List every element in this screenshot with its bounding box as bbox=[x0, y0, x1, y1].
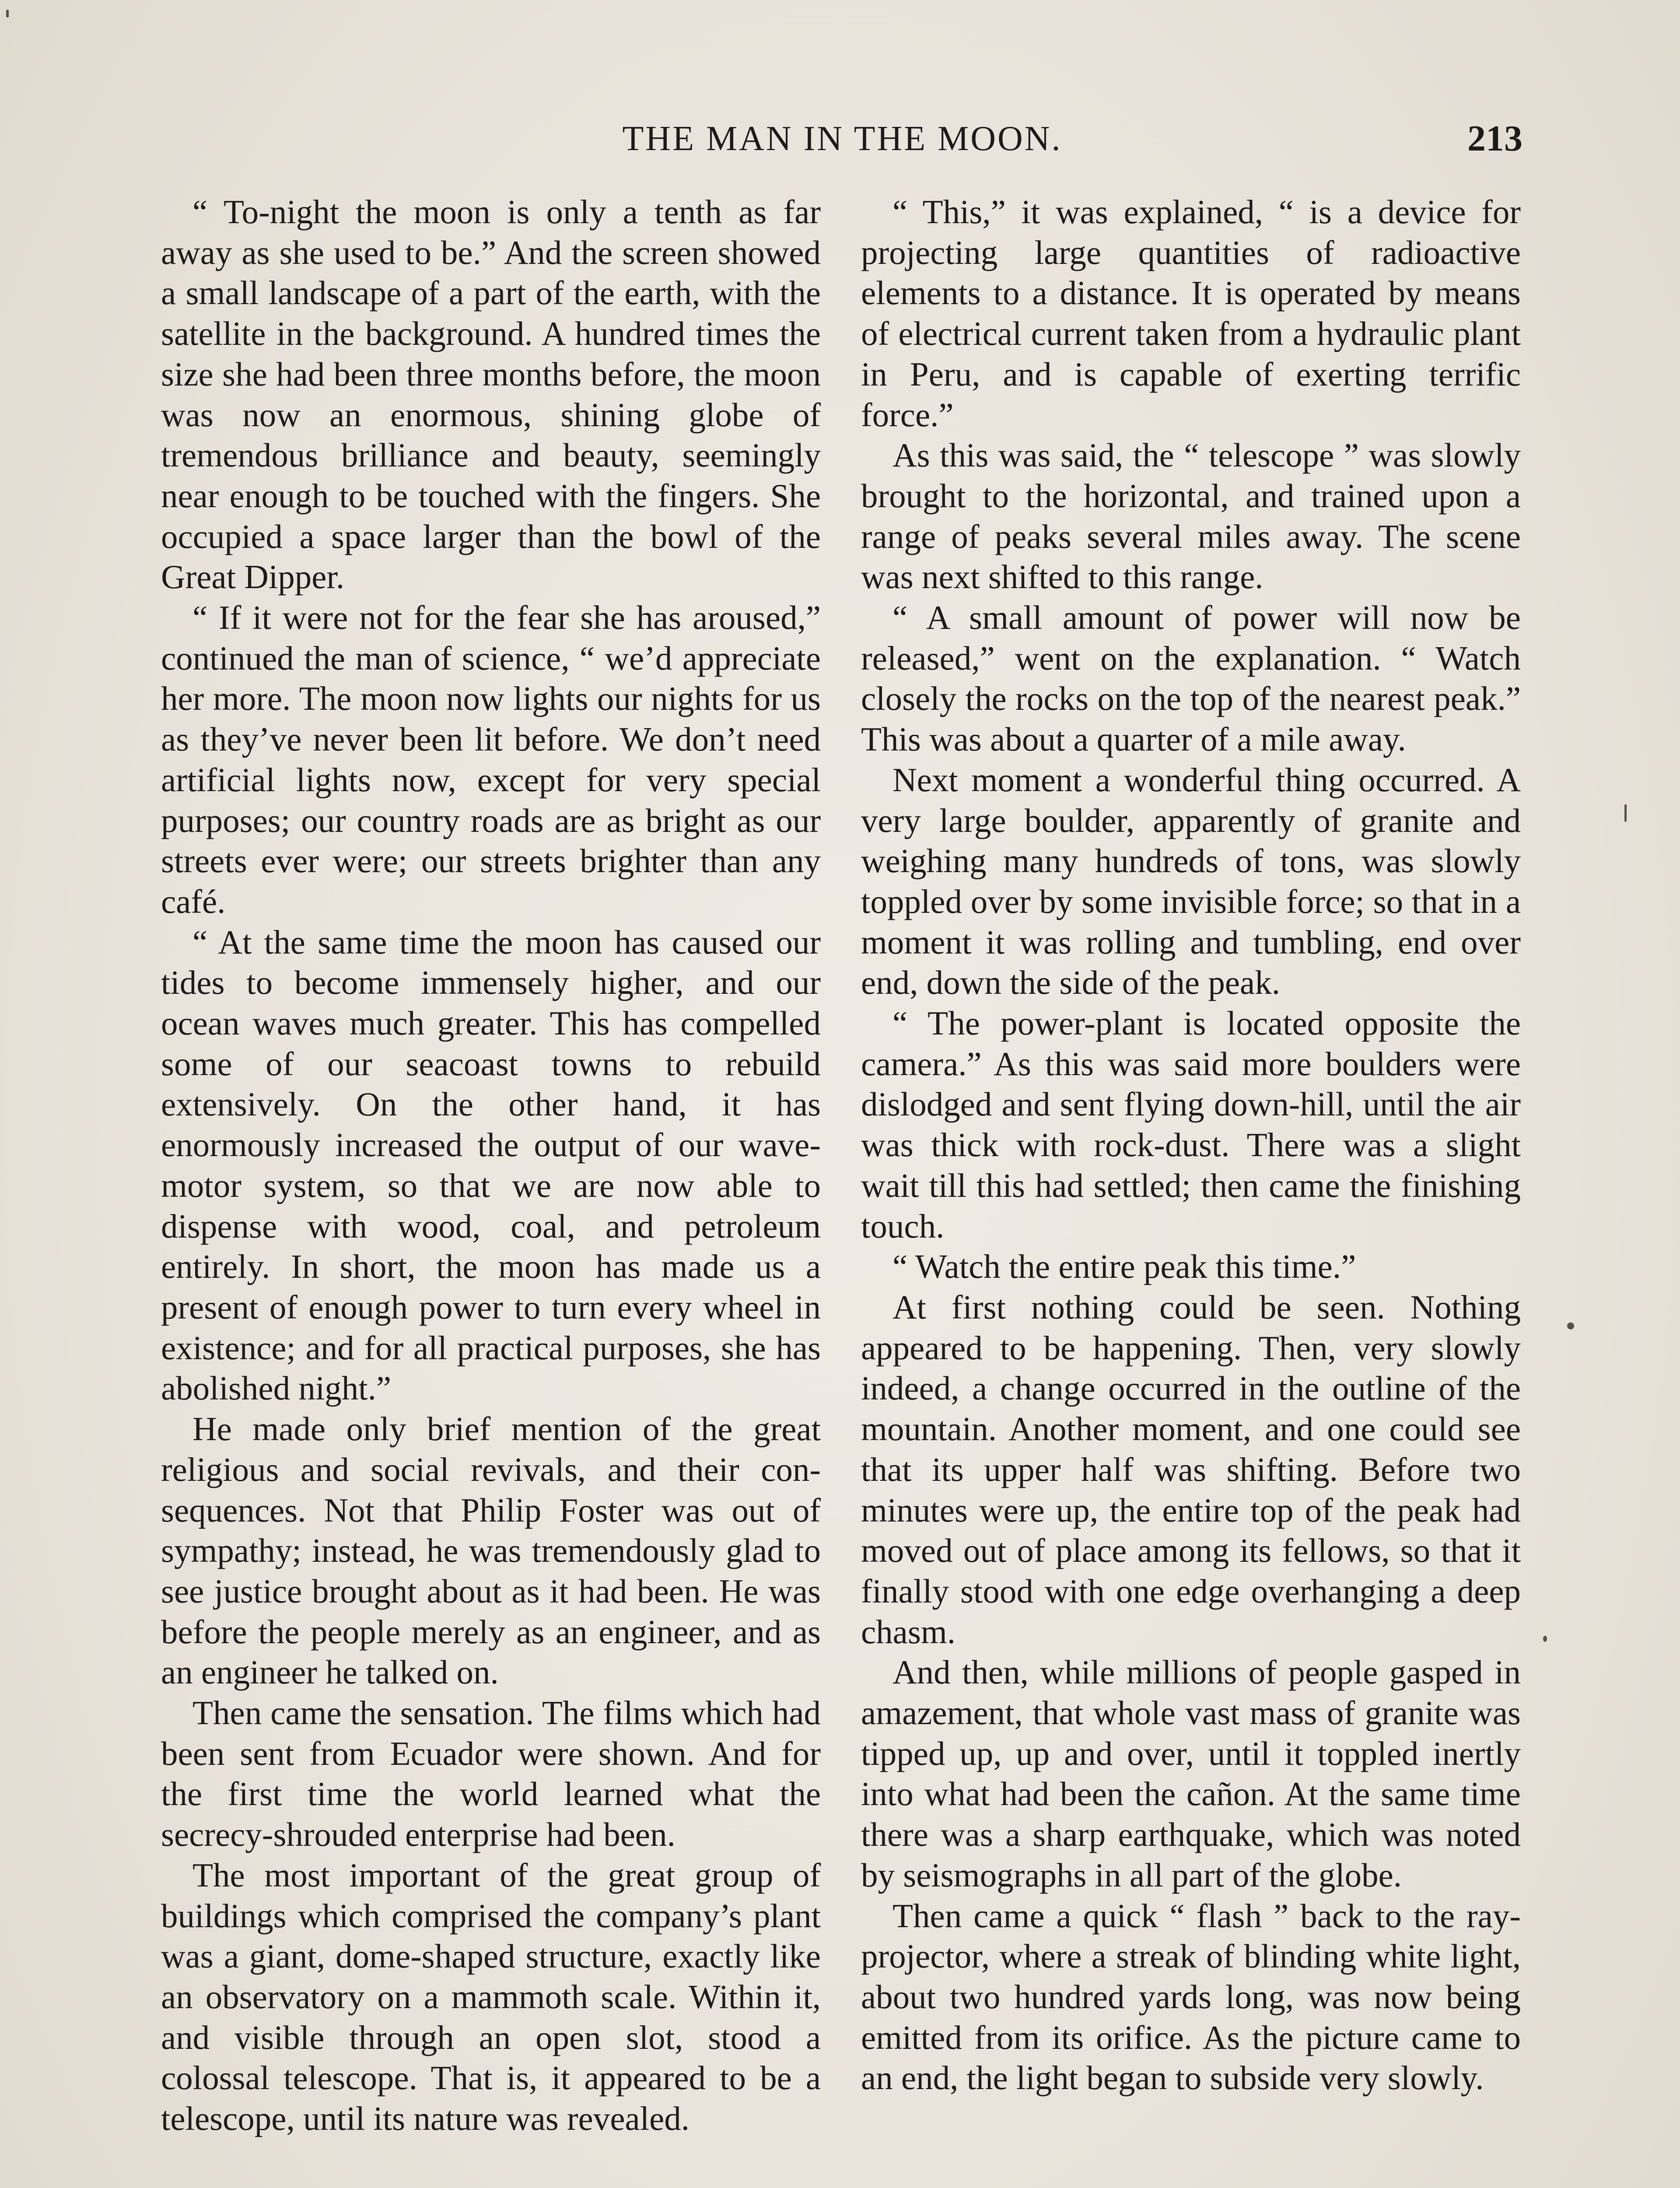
page-number: 213 bbox=[1467, 118, 1522, 159]
running-title: THE MAN IN THE MOON. bbox=[622, 119, 1062, 158]
paragraph: Then came the sensation. The films which had been sent from Ecuador were shown. And for the first time the world learned what the secrecy-shrouded enterprise had been. bbox=[161, 1694, 821, 1854]
paragraph: As this was said, the “ telescope ” was slowly brought to the horizontal, and trained upon a range of peaks several miles away. The scene was next shifted to this range. bbox=[861, 436, 1521, 596]
paragraph: The most important of the great group of buildings which comprised the company’s plant was a giant, dome-shaped structure, exactly like an observatory on a mammoth scale. Within it, and visible through an open slot, stood a colossal telescope. That is, it appeared to be a telescope, until its nature was revealed. bbox=[161, 1856, 821, 2138]
paragraph: “ This,” it was explained, “ is a device for projecting large quantities of radioactive elements to a distance. It is operated by means of electrical current taken from a hydraulic plant in Peru, and is capable of exerting terrific force.” bbox=[861, 193, 1521, 434]
paragraph: “ To-night the moon is only a tenth as far away as she used to be.” And the screen showed a small landscape of a part of the earth, with the satellite in the background. A hundred times the size she had been three months before, the moon was now an enormous, shining globe of tremendous brilliance and beauty, seemingly near enough to be touched with the fingers. She occupied a space larger than the bowl of the Great Dipper. bbox=[161, 193, 821, 596]
paragraph: “ The power-plant is located opposite the camera.” As this was said more boulders were dislodged and sent flying down-hill, until the air was thick with rock-dust. There was a slight wait till this had settled; then came the finishing touch. bbox=[861, 1004, 1521, 1245]
paper-speck bbox=[1543, 1636, 1547, 1642]
right-text-column bbox=[861, 192, 1521, 2098]
paragraph: Next moment a wonderful thing occurred. A very large boulder, apparently of granite and weighing many hundreds of tons, was slowly toppled over by some invisible force; so that in a moment it was rolling and tumbling, end over end, down the side of the peak. bbox=[861, 761, 1521, 1002]
paper-speck bbox=[6, 10, 9, 18]
paragraph: At first nothing could be seen. Nothing appeared to be happening. Then, very slowly indeed, a change occurred in the outline of the mountain. Another moment, and one could see that its upper half was shifting. Before two minutes were up, the entire top of the peak had moved out of place among its fellows, so that it finally stood with one edge overhanging a deep chasm. bbox=[861, 1288, 1521, 1651]
left-text-column bbox=[161, 192, 821, 2139]
paragraph: “ If it were not for the fear she has aroused,” continued the man of science, “ we’d appreciate her more. The moon now lights our nights for us as they’ve never been lit before. We don’t need artificial lights now, except for very special purposes; our country roads are as bright as our streets ever were; our streets brighter than any café. bbox=[161, 599, 821, 920]
paragraph: Then came a quick “ flash ” back to the ray-projector, where a streak of blinding white light, about two hundred yards long, was now being emitted from its orifice. As the picture came to an end, the light began to subside very slowly. bbox=[861, 1897, 1521, 2097]
paper-speck bbox=[1567, 1322, 1574, 1329]
paragraph: “ Watch the entire peak this time.” bbox=[892, 1248, 1356, 1286]
paragraph: He made only brief mention of the great religious and social revivals, and their consequences. Not that Philip Foster was out of sympathy; instead, he was tremendously glad to see justice brought about as it had been. He was before the people merely as an engineer, and as an engineer he talked on. bbox=[161, 1410, 821, 1691]
paragraph: And then, while millions of people gasped in amazement, that whole vast mass of granite was tipped up, up and over, until it toppled inertly into what had been the cañon. At the same time there was a sharp earthquake, which was noted by seismographs in all part of the globe. bbox=[861, 1653, 1521, 1894]
paragraph: “ At the same time the moon has caused our tides to become immensely higher, and our ocean waves much greater. This has compelled some of our seacoast towns to rebuild extensively. On the other hand, it has enormously increased the output of our wave-motor system, so that we are now able to dispense with wood, coal, and petroleum entirely. In short, the moon has made us a present of enough power to turn every wheel in existence; and for all practical purposes, she has abolished night.” bbox=[161, 923, 821, 1407]
running-head bbox=[162, 115, 1522, 163]
paper-speck bbox=[1624, 804, 1627, 822]
paragraph: “ A small amount of power will now be released,” went on the explanation. “ Watch closely the rocks on the top of the nearest peak.” This was about a quarter of a mile away. bbox=[861, 599, 1521, 758]
